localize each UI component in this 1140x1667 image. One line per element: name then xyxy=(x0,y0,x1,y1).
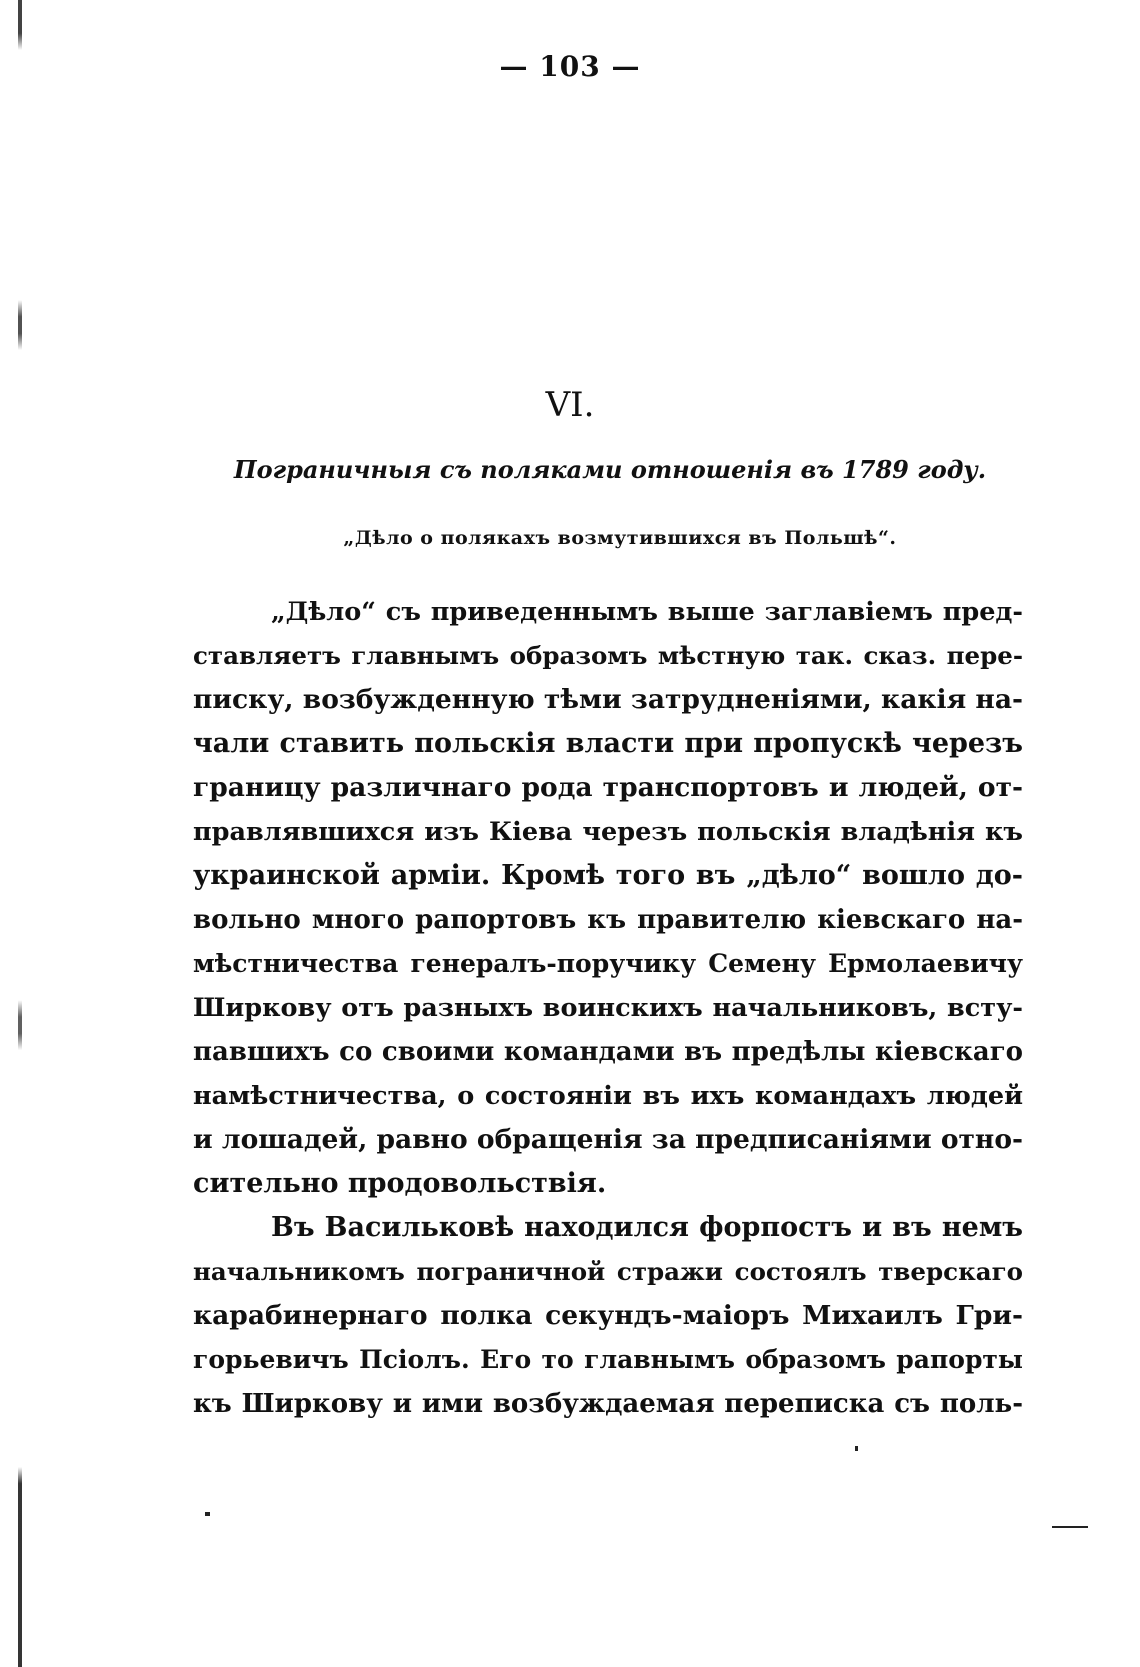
text-line: мѣстничества генералъ-поручику Семену Ермолаевичу xyxy=(193,949,1023,978)
page-number: — 103 — xyxy=(499,50,641,83)
text-line: украинской арміи. Кромѣ того въ „дѣло“ вошло до- xyxy=(193,860,1023,891)
text-line: „Дѣло“ съ приведеннымъ выше заглавіемъ пред- xyxy=(271,597,1023,627)
text-line: ставляетъ главнымъ образомъ мѣстную так. сказ. пере- xyxy=(193,641,1023,670)
text-line: намѣстничества, о состояніи въ ихъ командахъ людей xyxy=(193,1081,1023,1111)
scan-speck xyxy=(205,1512,210,1516)
body-text xyxy=(193,590,1023,1426)
text-line: и лошадей, равно обращенія за предписаніями отно- xyxy=(193,1124,1024,1155)
text-line: Ширкову отъ разныхъ воинскихъ начальниковъ, всту- xyxy=(193,993,1023,1023)
text-line: вольно много рапортовъ къ правителю кіевскаго на- xyxy=(193,905,1023,935)
text-line: правлявшихся изъ Кіева черезъ польскія владѣнія къ xyxy=(193,817,1023,847)
text-line: Въ Васильковѣ находился форпостъ и въ немъ xyxy=(271,1212,1023,1243)
section-title: Пограничныя съ поляками отношенія въ 1789 году. xyxy=(233,455,987,484)
text-line: карабинернаго полка секундъ-маіоръ Михаилъ Гри- xyxy=(193,1300,1023,1331)
text-line: чали ставить польскія власти при пропускѣ черезъ xyxy=(193,728,1023,759)
text-line: писку, возбужденную тѣми затрудненіями, какія на- xyxy=(193,684,1023,715)
text-line: границу различнаго рода транспортовъ и людей, от- xyxy=(193,772,1023,803)
text-line: начальникомъ пограничной стражи состоялъ тверскаго xyxy=(193,1257,1023,1286)
text-line: къ Ширкову и ими возбуждаемая переписка съ поль- xyxy=(193,1389,1023,1419)
page-left-edge xyxy=(18,0,22,1667)
section-number: VI. xyxy=(545,385,595,425)
text-line: сительно продовольствія. xyxy=(193,1168,607,1199)
section-subtitle: „Дѣло о полякахъ возмутившихся въ Польшѣ“. xyxy=(343,527,897,549)
text-line: павшихъ со своими командами въ предѣлы кіевскаго xyxy=(193,1037,1023,1067)
text-line: горьевичъ Псіолъ. Его то главнымъ образомъ рапорты xyxy=(193,1345,1023,1374)
scan-dash xyxy=(1052,1526,1088,1528)
scan-speck xyxy=(855,1446,858,1451)
